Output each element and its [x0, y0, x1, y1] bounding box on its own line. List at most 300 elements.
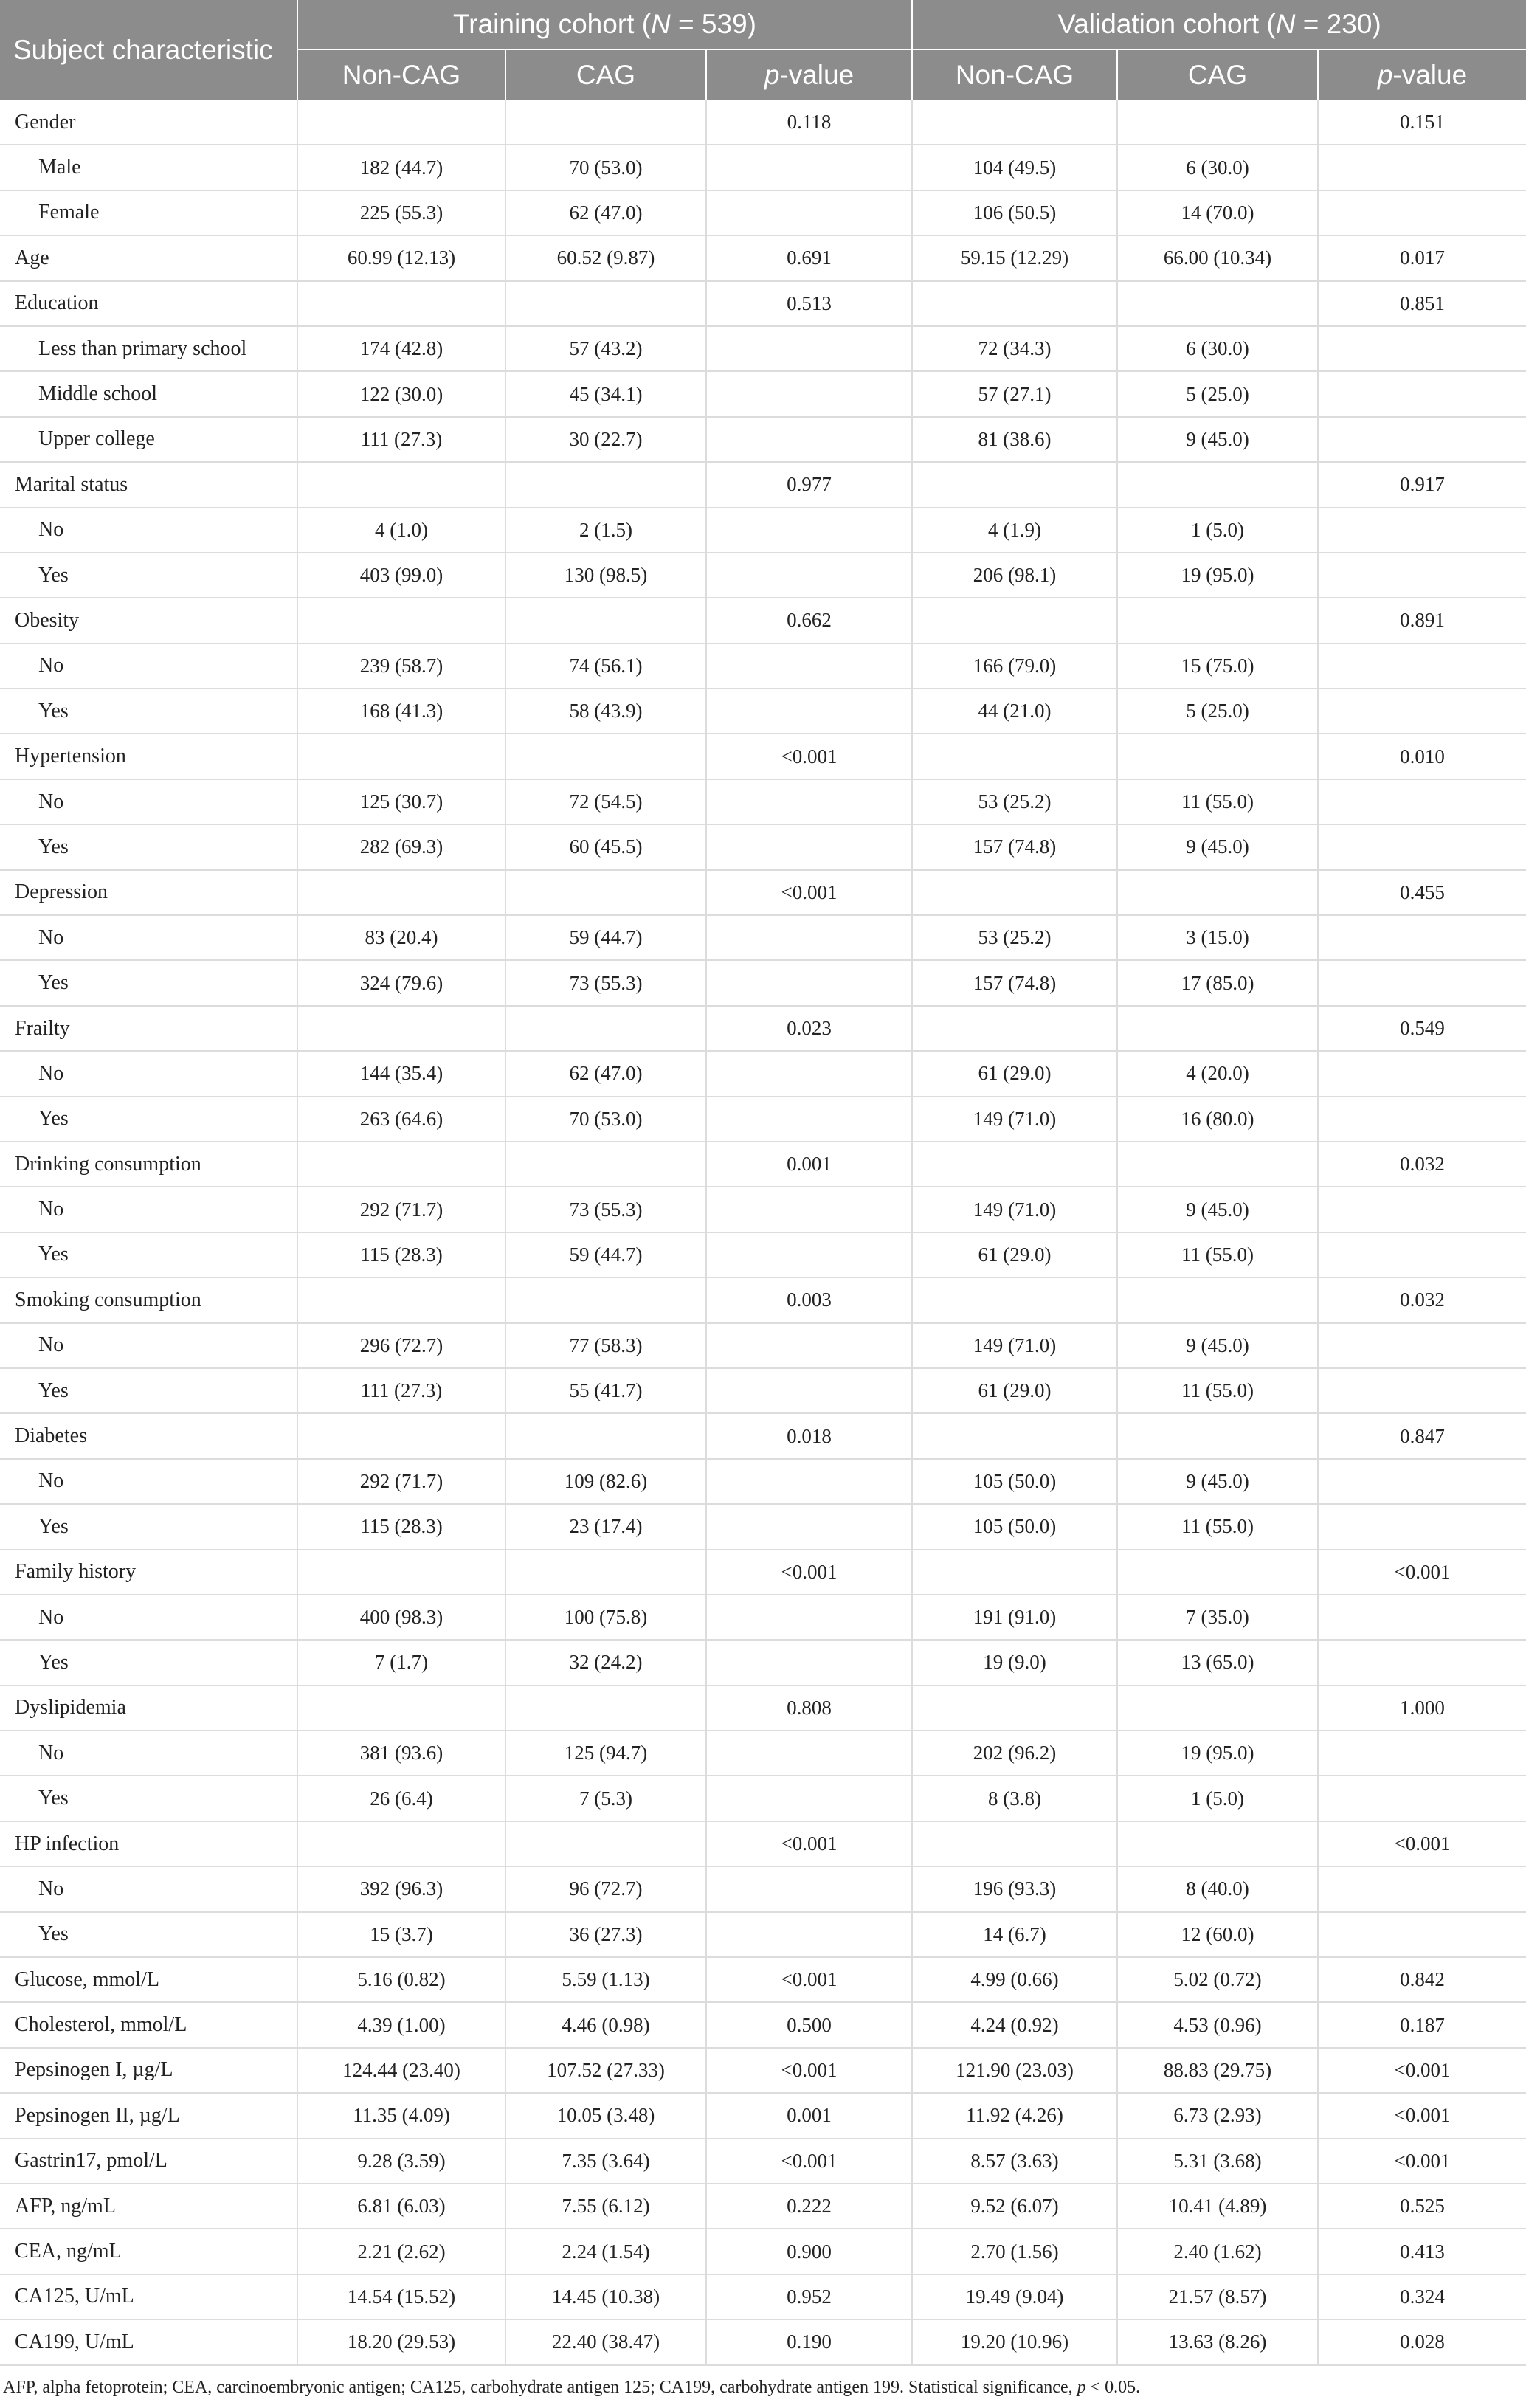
validation-cag-cell: [1117, 462, 1318, 507]
validation-cag-cell: 1 (5.0): [1117, 1776, 1318, 1821]
training-p-value-cell: [706, 553, 912, 598]
header-training-p-value: [706, 49, 912, 100]
row-label: Education: [0, 281, 297, 326]
training-p-value-cell: <0.001: [706, 2139, 912, 2184]
training-non-cag-cell: 263 (64.6): [297, 1097, 505, 1142]
training-cag-cell: 14.45 (10.38): [505, 2274, 706, 2319]
validation-cag-cell: [1117, 1413, 1318, 1458]
training-non-cag-cell: [297, 1413, 505, 1458]
validation-cag-cell: [1117, 1006, 1318, 1051]
header-training-cohort: [297, 0, 912, 49]
training-cag-cell: [505, 1821, 706, 1866]
validation-non-cag-cell: [912, 870, 1117, 915]
validation-p-value-cell: <0.001: [1318, 1550, 1526, 1595]
row-label: Marital status: [0, 462, 297, 507]
validation-p-value-cell: [1318, 1097, 1526, 1142]
row-label: Yes: [0, 1912, 297, 1957]
training-cag-cell: 7.35 (3.64): [505, 2139, 706, 2184]
validation-non-cag-cell: 57 (27.1): [912, 371, 1117, 416]
validation-cag-cell: 9 (45.0): [1117, 1187, 1318, 1232]
training-p-value-cell: [706, 1731, 912, 1776]
training-p-value-cell: 0.222: [706, 2184, 912, 2229]
validation-p-value-cell: [1318, 644, 1526, 689]
row-label: CA199, U/mL: [0, 2319, 297, 2364]
training-p-value-cell: [706, 1323, 912, 1368]
table-row: [0, 190, 1526, 235]
training-p-value-cell: [706, 371, 912, 416]
training-non-cag-cell: [297, 1550, 505, 1595]
table-row: [0, 1866, 1526, 1911]
validation-p-value-cell: [1318, 1368, 1526, 1413]
row-label: Middle school: [0, 371, 297, 416]
validation-p-value-cell: [1318, 1232, 1526, 1277]
training-non-cag-cell: 26 (6.4): [297, 1776, 505, 1821]
training-p-value-cell: [706, 508, 912, 553]
validation-cag-cell: 9 (45.0): [1117, 824, 1318, 869]
training-non-cag-cell: [297, 1006, 505, 1051]
validation-cag-cell: 14 (70.0): [1117, 190, 1318, 235]
validation-non-cag-cell: 72 (34.3): [912, 326, 1117, 371]
table-row: [0, 417, 1526, 462]
row-label: Smoking consumption: [0, 1277, 297, 1322]
validation-non-cag-cell: 105 (50.0): [912, 1459, 1117, 1504]
row-label: Obesity: [0, 598, 297, 643]
validation-non-cag-cell: 19 (9.0): [912, 1640, 1117, 1685]
training-cag-cell: [505, 1006, 706, 1051]
validation-p-value-cell: [1318, 824, 1526, 869]
table-row: [0, 1640, 1526, 1685]
table-row: [0, 508, 1526, 553]
table-body: [0, 100, 1526, 2365]
table-row: [0, 553, 1526, 598]
validation-p-value-cell: [1318, 553, 1526, 598]
validation-cag-cell: 2.40 (1.62): [1117, 2229, 1318, 2274]
validation-non-cag-cell: 121.90 (23.03): [912, 2048, 1117, 2093]
validation-non-cag-cell: 202 (96.2): [912, 1731, 1117, 1776]
training-non-cag-cell: [297, 1821, 505, 1866]
validation-non-cag-cell: 44 (21.0): [912, 689, 1117, 734]
header-subject-characteristic: Subject characteristic: [0, 0, 297, 100]
training-p-value-cell: [706, 190, 912, 235]
row-label: No: [0, 779, 297, 824]
validation-non-cag-cell: 19.20 (10.96): [912, 2319, 1117, 2364]
training-p-value-cell: [706, 1368, 912, 1413]
training-non-cag-cell: 4.39 (1.00): [297, 2002, 505, 2047]
validation-non-cag-cell: 81 (38.6): [912, 417, 1117, 462]
validation-cag-cell: 12 (60.0): [1117, 1912, 1318, 1957]
header-training-cag: CAG: [505, 49, 706, 100]
header-training-pre: Training cohort (: [453, 8, 652, 39]
table-row: [0, 1277, 1526, 1322]
table-row: [0, 824, 1526, 869]
validation-p-value-cell: [1318, 779, 1526, 824]
row-label: No: [0, 1866, 297, 1911]
row-label: Drinking consumption: [0, 1142, 297, 1187]
validation-non-cag-cell: [912, 734, 1117, 779]
training-non-cag-cell: [297, 281, 505, 326]
training-cag-cell: 72 (54.5): [505, 779, 706, 824]
training-p-value-cell: 0.001: [706, 2093, 912, 2138]
table-row: [0, 1097, 1526, 1142]
validation-non-cag-cell: 8.57 (3.63): [912, 2139, 1117, 2184]
table-row: [0, 1413, 1526, 1458]
training-cag-cell: 77 (58.3): [505, 1323, 706, 1368]
validation-non-cag-cell: 61 (29.0): [912, 1051, 1117, 1096]
training-non-cag-cell: 122 (30.0): [297, 371, 505, 416]
validation-cag-cell: 17 (85.0): [1117, 960, 1318, 1005]
validation-p-value-cell: [1318, 689, 1526, 734]
training-cag-cell: 59 (44.7): [505, 1232, 706, 1277]
validation-non-cag-cell: [912, 100, 1117, 145]
training-non-cag-cell: 14.54 (15.52): [297, 2274, 505, 2319]
training-cag-cell: 130 (98.5): [505, 553, 706, 598]
training-cag-cell: 22.40 (38.47): [505, 2319, 706, 2364]
training-cag-cell: 70 (53.0): [505, 1097, 706, 1142]
validation-cag-cell: [1117, 598, 1318, 643]
training-p-value-cell: 0.977: [706, 462, 912, 507]
training-non-cag-cell: [297, 598, 505, 643]
training-non-cag-cell: [297, 1277, 505, 1322]
validation-p-value-cell: [1318, 145, 1526, 190]
validation-p-value-cell: [1318, 915, 1526, 960]
validation-cag-cell: 6.73 (2.93): [1117, 2093, 1318, 2138]
validation-non-cag-cell: 206 (98.1): [912, 553, 1117, 598]
row-label: No: [0, 508, 297, 553]
row-label: Yes: [0, 824, 297, 869]
row-label: Yes: [0, 1097, 297, 1142]
training-cag-cell: [505, 870, 706, 915]
validation-p-value-cell: 0.917: [1318, 462, 1526, 507]
training-non-cag-cell: 4 (1.0): [297, 508, 505, 553]
training-p-value-cell: <0.001: [706, 734, 912, 779]
table-row: [0, 1504, 1526, 1549]
table-row: [0, 100, 1526, 145]
table-row: [0, 371, 1526, 416]
validation-cag-cell: 5 (25.0): [1117, 689, 1318, 734]
training-p-value-cell: [706, 689, 912, 734]
training-p-value-cell: [706, 1232, 912, 1277]
training-p-value-cell: 0.118: [706, 100, 912, 145]
table-row: [0, 1051, 1526, 1096]
validation-p-value-cell: 0.151: [1318, 100, 1526, 145]
validation-p-value-cell: 0.010: [1318, 734, 1526, 779]
table-row: [0, 1550, 1526, 1595]
validation-cag-cell: 21.57 (8.57): [1117, 2274, 1318, 2319]
validation-non-cag-cell: 105 (50.0): [912, 1504, 1117, 1549]
table-row: [0, 689, 1526, 734]
table-row: [0, 1776, 1526, 1821]
validation-p-value-cell: 0.455: [1318, 870, 1526, 915]
training-p-value-cell: [706, 1866, 912, 1911]
row-label: No: [0, 1731, 297, 1776]
training-non-cag-cell: 7 (1.7): [297, 1640, 505, 1685]
training-p-value-cell: 0.001: [706, 1142, 912, 1187]
validation-non-cag-cell: 9.52 (6.07): [912, 2184, 1117, 2229]
table-row: [0, 1368, 1526, 1413]
row-label: No: [0, 1595, 297, 1640]
validation-cag-cell: 4 (20.0): [1117, 1051, 1318, 1096]
table-row: [0, 915, 1526, 960]
training-non-cag-cell: [297, 870, 505, 915]
training-p-value-cell: 0.691: [706, 235, 912, 280]
validation-cag-cell: 13 (65.0): [1117, 1640, 1318, 1685]
training-non-cag-cell: [297, 100, 505, 145]
validation-p-value-cell: [1318, 1912, 1526, 1957]
header-training-n-var: N: [651, 8, 671, 39]
validation-p-value-cell: <0.001: [1318, 2093, 1526, 2138]
training-p-value-cell: [706, 1595, 912, 1640]
training-p-value-cell: 0.808: [706, 1686, 912, 1731]
row-label: No: [0, 915, 297, 960]
validation-cag-cell: [1117, 870, 1318, 915]
table-row: [0, 1323, 1526, 1368]
row-label: No: [0, 1323, 297, 1368]
training-cag-cell: 109 (82.6): [505, 1459, 706, 1504]
table-row: [0, 1232, 1526, 1277]
row-label: Male: [0, 145, 297, 190]
validation-p-value-cell: [1318, 1051, 1526, 1096]
row-label: CA125, U/mL: [0, 2274, 297, 2319]
training-cag-cell: [505, 1142, 706, 1187]
training-cag-cell: 60 (45.5): [505, 824, 706, 869]
validation-cag-cell: 11 (55.0): [1117, 1504, 1318, 1549]
row-label: Yes: [0, 1504, 297, 1549]
table-row: [0, 1459, 1526, 1504]
training-cag-cell: 70 (53.0): [505, 145, 706, 190]
header-training-p-var: p: [764, 59, 780, 90]
table-row: [0, 326, 1526, 371]
validation-cag-cell: 11 (55.0): [1117, 1368, 1318, 1413]
validation-non-cag-cell: 4 (1.9): [912, 508, 1117, 553]
validation-p-value-cell: 0.032: [1318, 1277, 1526, 1322]
training-non-cag-cell: 9.28 (3.59): [297, 2139, 505, 2184]
validation-cag-cell: 9 (45.0): [1117, 417, 1318, 462]
table-row: [0, 870, 1526, 915]
training-non-cag-cell: 403 (99.0): [297, 553, 505, 598]
training-p-value-cell: 0.513: [706, 281, 912, 326]
validation-non-cag-cell: 8 (3.8): [912, 1776, 1117, 1821]
training-non-cag-cell: 296 (72.7): [297, 1323, 505, 1368]
validation-non-cag-cell: [912, 598, 1117, 643]
training-non-cag-cell: 15 (3.7): [297, 1912, 505, 1957]
validation-p-value-cell: 1.000: [1318, 1686, 1526, 1731]
validation-non-cag-cell: 19.49 (9.04): [912, 2274, 1117, 2319]
header-validation-n-var: N: [1275, 8, 1296, 39]
row-label: Pepsinogen II, µg/L: [0, 2093, 297, 2138]
row-label: Frailty: [0, 1006, 297, 1051]
training-non-cag-cell: 392 (96.3): [297, 1866, 505, 1911]
training-p-value-cell: [706, 1459, 912, 1504]
training-cag-cell: 60.52 (9.87): [505, 235, 706, 280]
validation-cag-cell: 6 (30.0): [1117, 326, 1318, 371]
validation-cag-cell: [1117, 1142, 1318, 1187]
training-p-value-cell: 0.952: [706, 2274, 912, 2319]
table-row: [0, 2184, 1526, 2229]
training-non-cag-cell: 282 (69.3): [297, 824, 505, 869]
training-non-cag-cell: [297, 1142, 505, 1187]
training-cag-cell: 62 (47.0): [505, 190, 706, 235]
validation-cag-cell: 15 (75.0): [1117, 644, 1318, 689]
table-row: [0, 462, 1526, 507]
training-non-cag-cell: 239 (58.7): [297, 644, 505, 689]
validation-p-value-cell: 0.324: [1318, 2274, 1526, 2319]
training-p-value-cell: <0.001: [706, 1957, 912, 2002]
training-non-cag-cell: 83 (20.4): [297, 915, 505, 960]
row-label: Dyslipidemia: [0, 1686, 297, 1731]
training-p-value-cell: [706, 326, 912, 371]
training-non-cag-cell: 60.99 (12.13): [297, 235, 505, 280]
training-p-value-cell: [706, 644, 912, 689]
training-cag-cell: 30 (22.7): [505, 417, 706, 462]
training-cag-cell: 32 (24.2): [505, 1640, 706, 1685]
training-cag-cell: [505, 462, 706, 507]
validation-cag-cell: 4.53 (0.96): [1117, 2002, 1318, 2047]
training-cag-cell: 100 (75.8): [505, 1595, 706, 1640]
training-non-cag-cell: 292 (71.7): [297, 1459, 505, 1504]
row-label: Female: [0, 190, 297, 235]
training-cag-cell: [505, 1277, 706, 1322]
row-label: Yes: [0, 1368, 297, 1413]
header-validation-p-post: -value: [1392, 59, 1468, 90]
training-cag-cell: [505, 1686, 706, 1731]
training-cag-cell: 23 (17.4): [505, 1504, 706, 1549]
validation-non-cag-cell: [912, 1006, 1117, 1051]
training-cag-cell: 55 (41.7): [505, 1368, 706, 1413]
table-row: [0, 2274, 1526, 2319]
validation-p-value-cell: [1318, 1866, 1526, 1911]
training-cag-cell: [505, 100, 706, 145]
row-label: No: [0, 1459, 297, 1504]
table-row: [0, 1187, 1526, 1232]
validation-non-cag-cell: [912, 1413, 1117, 1458]
validation-cag-cell: 9 (45.0): [1117, 1459, 1318, 1504]
validation-cag-cell: 3 (15.0): [1117, 915, 1318, 960]
table-row: [0, 2093, 1526, 2138]
training-p-value-cell: [706, 145, 912, 190]
row-label: Yes: [0, 1640, 297, 1685]
validation-p-value-cell: 0.525: [1318, 2184, 1526, 2229]
validation-cag-cell: [1117, 1821, 1318, 1866]
row-label: AFP, ng/mL: [0, 2184, 297, 2229]
validation-non-cag-cell: 11.92 (4.26): [912, 2093, 1117, 2138]
training-p-value-cell: 0.003: [706, 1277, 912, 1322]
training-non-cag-cell: 292 (71.7): [297, 1187, 505, 1232]
footnote-p-var: p: [1077, 2378, 1086, 2397]
row-label: Yes: [0, 1776, 297, 1821]
training-p-value-cell: <0.001: [706, 1550, 912, 1595]
training-cag-cell: 59 (44.7): [505, 915, 706, 960]
validation-non-cag-cell: 106 (50.5): [912, 190, 1117, 235]
table-row: [0, 2139, 1526, 2184]
validation-non-cag-cell: [912, 1277, 1117, 1322]
validation-p-value-cell: 0.842: [1318, 1957, 1526, 2002]
header-training-post: = 539): [670, 8, 756, 39]
training-cag-cell: [505, 1413, 706, 1458]
row-label: Depression: [0, 870, 297, 915]
training-cag-cell: 62 (47.0): [505, 1051, 706, 1096]
table-row: [0, 734, 1526, 779]
validation-cag-cell: 5 (25.0): [1117, 371, 1318, 416]
table-row: [0, 598, 1526, 643]
validation-cag-cell: 1 (5.0): [1117, 508, 1318, 553]
validation-p-value-cell: [1318, 1504, 1526, 1549]
training-non-cag-cell: 381 (93.6): [297, 1731, 505, 1776]
table-row: [0, 1957, 1526, 2002]
row-label: Age: [0, 235, 297, 280]
row-label: Upper college: [0, 417, 297, 462]
row-label: HP infection: [0, 1821, 297, 1866]
table-footnote: [0, 2378, 1526, 2398]
header-validation-pre: Validation cohort (: [1057, 8, 1276, 39]
table-row: [0, 281, 1526, 326]
training-non-cag-cell: [297, 462, 505, 507]
training-non-cag-cell: 5.16 (0.82): [297, 1957, 505, 2002]
validation-cag-cell: 10.41 (4.89): [1117, 2184, 1318, 2229]
validation-non-cag-cell: [912, 1821, 1117, 1866]
training-cag-cell: 57 (43.2): [505, 326, 706, 371]
validation-non-cag-cell: [912, 281, 1117, 326]
validation-non-cag-cell: 149 (71.0): [912, 1097, 1117, 1142]
training-p-value-cell: [706, 960, 912, 1005]
validation-cag-cell: 19 (95.0): [1117, 1731, 1318, 1776]
training-non-cag-cell: 225 (55.3): [297, 190, 505, 235]
header-validation-cag: CAG: [1117, 49, 1318, 100]
validation-non-cag-cell: 4.99 (0.66): [912, 1957, 1117, 2002]
training-non-cag-cell: 6.81 (6.03): [297, 2184, 505, 2229]
training-p-value-cell: [706, 1776, 912, 1821]
training-p-value-cell: 0.900: [706, 2229, 912, 2274]
training-p-value-cell: <0.001: [706, 870, 912, 915]
validation-non-cag-cell: [912, 1686, 1117, 1731]
validation-non-cag-cell: 59.15 (12.29): [912, 235, 1117, 280]
training-cag-cell: 2 (1.5): [505, 508, 706, 553]
table-row: [0, 1821, 1526, 1866]
header-validation-p-var: p: [1377, 59, 1393, 90]
row-label: Gender: [0, 100, 297, 145]
training-p-value-cell: <0.001: [706, 2048, 912, 2093]
training-p-value-cell: [706, 1187, 912, 1232]
validation-non-cag-cell: 53 (25.2): [912, 915, 1117, 960]
validation-cag-cell: [1117, 1686, 1318, 1731]
row-label: Pepsinogen I, µg/L: [0, 2048, 297, 2093]
training-cag-cell: [505, 1550, 706, 1595]
validation-p-value-cell: [1318, 1459, 1526, 1504]
header-validation-p-value: [1318, 49, 1526, 100]
validation-cag-cell: [1117, 100, 1318, 145]
row-label: CEA, ng/mL: [0, 2229, 297, 2274]
training-p-value-cell: [706, 1912, 912, 1957]
training-p-value-cell: [706, 824, 912, 869]
training-cag-cell: 45 (34.1): [505, 371, 706, 416]
header-validation-non-cag: Non-CAG: [912, 49, 1117, 100]
training-cag-cell: 5.59 (1.13): [505, 1957, 706, 2002]
validation-non-cag-cell: 104 (49.5): [912, 145, 1117, 190]
footnote-text-end: < 0.05.: [1085, 2378, 1141, 2397]
validation-cag-cell: 9 (45.0): [1117, 1323, 1318, 1368]
validation-cag-cell: 5.31 (3.68): [1117, 2139, 1318, 2184]
training-cag-cell: 58 (43.9): [505, 689, 706, 734]
validation-p-value-cell: 0.851: [1318, 281, 1526, 326]
validation-cag-cell: 6 (30.0): [1117, 145, 1318, 190]
validation-cag-cell: [1117, 734, 1318, 779]
row-label: Glucose, mmol/L: [0, 1957, 297, 2002]
validation-non-cag-cell: [912, 1550, 1117, 1595]
validation-cag-cell: 66.00 (10.34): [1117, 235, 1318, 280]
training-p-value-cell: 0.018: [706, 1413, 912, 1458]
training-p-value-cell: <0.001: [706, 1821, 912, 1866]
training-p-value-cell: 0.500: [706, 2002, 912, 2047]
validation-p-value-cell: [1318, 1731, 1526, 1776]
